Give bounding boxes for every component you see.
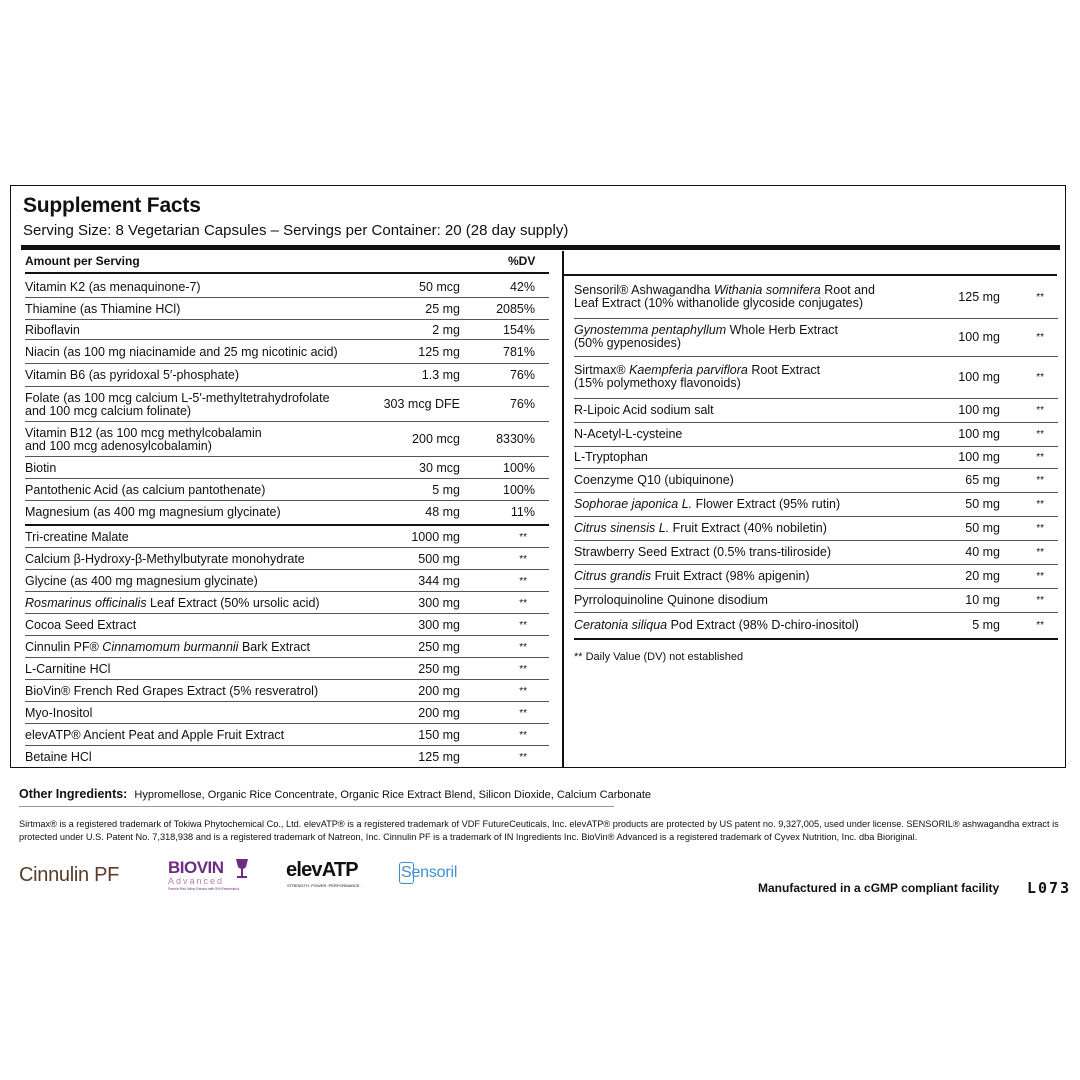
ingredient-amount: 50 mg [965, 520, 1000, 535]
nutrient-row [25, 364, 549, 387]
other-ingredients-label: Other Ingredients: [19, 787, 128, 801]
ingredient-row [574, 564, 1058, 588]
ingredient-amount: 20 mg [965, 568, 1000, 583]
row-name-text: Pyrroloquinoline Quinone disodium [574, 592, 768, 607]
nutrient-row [25, 636, 549, 658]
row-name-text: Niacin (as 100 mg niacinamide and 25 mg nicotinic acid) [25, 344, 338, 359]
cinnulin-logo-text: Cinnulin PF [19, 864, 120, 886]
row-name-line [25, 553, 305, 566]
row-name-line [25, 641, 310, 654]
nutrient-amount: 125 mg [418, 749, 460, 764]
row-name-line [574, 546, 831, 559]
nutrient-dv: 76% [509, 368, 535, 382]
ingredient-amount: 100 mg [958, 426, 1000, 441]
row-name-text: Myo-Inositol [25, 705, 93, 720]
nutrient-name [25, 553, 305, 566]
nutrient-name [25, 575, 258, 588]
biovin-logo-text: BIOVIN [168, 858, 224, 877]
ingredient-row [574, 398, 1058, 422]
other-ingredients-text: Hypromellose, Organic Rice Concentrate, Organic Rice Extract Blend, Silicon Dioxide, Calcium Carbonate [134, 789, 652, 801]
ingredient-name [574, 451, 648, 464]
nutrient-row [25, 387, 549, 422]
nutrient-name [25, 663, 110, 676]
nutrient-row [25, 340, 549, 364]
nutrient-row [25, 570, 549, 592]
row-name-italic: Cinnamomum burmannii [102, 639, 239, 654]
row-name-italic: Citrus sinensis L. [574, 520, 670, 535]
nutrient-name [25, 324, 80, 337]
row-name-text: L-Carnitine HCl [25, 661, 111, 676]
nutrient-amount: 48 mg [425, 504, 460, 519]
biovin-logo [168, 858, 252, 894]
nutrient-row [25, 276, 549, 298]
row-name-line [25, 531, 129, 544]
ingredient-dv: ** [1036, 619, 1044, 631]
nutrient-name [25, 707, 92, 720]
row-name-rest: Fruit Extract (98% apigenin) [651, 568, 810, 583]
row-name-text: Strawberry Seed Extract (0.5% trans-tiliroside) [574, 544, 832, 559]
row-name-line [25, 619, 136, 632]
ingredient-row [574, 540, 1058, 564]
row-name-line [574, 498, 840, 511]
row-name-text: N-Acetyl-L-cysteine [574, 426, 683, 441]
ingredient-row [574, 492, 1058, 516]
ingredient-dv: ** [1036, 404, 1044, 416]
nutrient-row [25, 724, 549, 746]
header-divider [25, 272, 549, 274]
nutrient-dv: ** [519, 751, 527, 763]
row-name-line2: and 100 mcg calcium folinate) [25, 403, 192, 418]
ingredient-dv: ** [1036, 451, 1044, 463]
ingredient-dv: ** [1036, 522, 1044, 534]
nutrient-name [25, 346, 338, 359]
ingredient-amount: 65 mg [965, 472, 1000, 487]
ingredient-name [574, 570, 810, 583]
row-name-line [25, 281, 201, 294]
elevatp-tagline: STRENGTH. POWER. PERFORMANCE. [287, 883, 361, 888]
ingredient-row [574, 422, 1058, 446]
row-name-rest: Root Extract [747, 363, 821, 377]
row-name-line [25, 346, 338, 359]
nutrient-row [25, 614, 549, 636]
row-name-line [25, 575, 258, 588]
nutrient-dv: ** [519, 685, 527, 697]
row-name-italic: Ceratonia siliqua [574, 617, 668, 632]
cinnulin-logo [19, 864, 119, 887]
row-name-line [25, 506, 281, 519]
nutrient-amount: 150 mg [418, 727, 460, 742]
row-name-rest: Leaf Extract (50% ursolic acid) [146, 595, 320, 610]
ingredient-row [574, 468, 1058, 492]
row-name-rest: Fruit Extract (40% nobiletin) [669, 520, 827, 535]
nutrient-dv: 154% [503, 322, 535, 337]
row-name-line [25, 462, 56, 475]
ingredient-name [574, 474, 734, 487]
row-name-line [574, 451, 648, 464]
wine-glass-icon [234, 858, 250, 880]
nutrient-name [25, 685, 318, 698]
row-name-rest: Root and [820, 283, 875, 297]
other-ingredients-underline [19, 806, 614, 807]
row-name-line [25, 685, 318, 698]
nutrient-name [25, 531, 129, 544]
nutrient-dv: 100% [503, 482, 535, 497]
nutrient-amount: 344 mg [418, 573, 460, 588]
nutrient-name [25, 281, 201, 294]
ingredient-row [574, 276, 1058, 318]
nutrient-row [25, 526, 549, 548]
nutrient-dv: ** [519, 531, 527, 543]
row-name-line2: and 100 mcg adenosylcobalamin) [25, 438, 212, 453]
row-name-rest: Whole Herb Extract [726, 323, 838, 337]
ingredient-amount: 125 mg [958, 289, 1000, 304]
nutrient-name [25, 427, 262, 453]
nutrient-row [25, 702, 549, 724]
sensoril-logo-box [399, 862, 414, 884]
nutrient-name [25, 392, 330, 418]
row-name-line [25, 427, 262, 440]
ingredient-name [574, 498, 840, 511]
ingredient-name [574, 619, 859, 632]
row-name-text: BioVin® French Red Grapes Extract (5% resveratrol) [25, 683, 319, 698]
row-name-line [25, 369, 239, 382]
row-separator [574, 638, 1058, 640]
row-name-line [25, 707, 92, 720]
nutrient-amount: 200 mg [418, 705, 460, 720]
row-name-text: Vitamin B12 (as 100 mcg methylcobalamin [25, 425, 262, 440]
elevatp-logo-text: elevATP [286, 859, 358, 881]
ingredient-dv: ** [1036, 371, 1044, 383]
ingredient-name [574, 522, 827, 535]
ingredient-row [574, 516, 1058, 540]
row-name-line [574, 404, 714, 417]
nutrient-amount: 300 mg [418, 617, 460, 632]
ingredient-name [574, 404, 714, 417]
ingredient-amount: 5 mg [972, 617, 1000, 632]
nutrient-amount: 303 mcg DFE [383, 397, 460, 411]
ingredient-name [574, 428, 682, 441]
row-name-rest: Flower Extract (95% rutin) [692, 496, 841, 511]
nutrient-name [25, 369, 239, 382]
nutrient-amount: 125 mg [418, 344, 460, 359]
ingredient-dv: ** [1036, 594, 1044, 606]
row-name-line [25, 597, 320, 610]
ingredient-dv: ** [1036, 331, 1044, 343]
row-name-text: Cocoa Seed Extract [25, 617, 137, 632]
ingredient-name [574, 594, 768, 607]
ingredient-name [574, 324, 838, 350]
ingredient-row [574, 588, 1058, 612]
nutrient-dv: ** [519, 619, 527, 631]
ingredient-row [574, 318, 1058, 356]
row-name-text: Thiamine (as Thiamine HCl) [25, 301, 181, 316]
nutrient-name [25, 751, 92, 764]
row-name-rest: Pod Extract (98% D-chiro-inositol) [667, 617, 859, 632]
nutrient-name [25, 729, 284, 742]
row-name-line [574, 570, 810, 583]
ingredient-amount: 50 mg [965, 496, 1000, 511]
row-name-line [25, 392, 330, 405]
row-name-line [25, 303, 180, 316]
ingredient-name [574, 284, 875, 310]
nutrient-amount: 200 mcg [412, 432, 460, 446]
ingredient-amount: 10 mg [965, 592, 1000, 607]
row-name-text: Calcium β-Hydroxy-β-Methylbutyrate monohydrate [25, 551, 305, 566]
ingredient-dv: ** [1036, 428, 1044, 440]
row-name-italic: Kaempferia parviflora [629, 363, 748, 377]
ingredient-amount: 100 mg [958, 369, 1000, 384]
ingredient-row [574, 446, 1058, 468]
dv-header: %DV [508, 254, 536, 268]
nutrient-amount: 250 mg [418, 639, 460, 654]
row-name-line2: (15% polymethoxy flavonoids) [574, 376, 741, 390]
trademark-notice: Sirtmax® is a registered trademark of Tokiwa Phytochemical Co., Ltd. elevATP® is a registered trademark of VDF FutureCeuticals, Inc. elevATP® products are protected by US patent no. 9,327,005, used under license. SENSORIL® ashwagandha extract is protected under U.S. Patent No. 7,318,938 and is a registered trademark of Natreon, Inc. Cinnulin PF is a trademark of IN Ingredients Inc. BioVin® Advanced is a registered trademark of Cyvex Nutrition, Inc. dba Bioriginal. [19, 819, 1059, 842]
ingredient-amount: 100 mg [958, 449, 1000, 464]
ingredient-amount: 40 mg [965, 544, 1000, 559]
biovin-tagline: French Red Wine Extract with 5% Resveratrol [168, 887, 240, 891]
ingredient-dv: ** [1036, 498, 1044, 510]
nutrient-row [25, 592, 549, 614]
nutrient-dv: ** [519, 641, 527, 653]
row-name-text: Tri-creatine Malate [25, 529, 129, 544]
ingredient-dv: ** [1036, 570, 1044, 582]
column-header [25, 254, 549, 272]
nutrient-dv: 11% [510, 504, 535, 519]
nutrient-name [25, 484, 265, 497]
ingredient-dv: ** [1036, 546, 1044, 558]
ingredient-name [574, 364, 820, 390]
row-name-text: Riboflavin [25, 322, 80, 337]
nutrient-row [25, 457, 549, 479]
ingredient-name [574, 546, 831, 559]
row-name-italic: Sophorae japonica L. [574, 496, 693, 511]
row-name-line [25, 484, 265, 497]
row-name-line [574, 474, 734, 487]
nutrient-amount: 50 mcg [419, 279, 460, 294]
nutrient-amount: 1000 mg [411, 529, 460, 544]
row-name-italic: Citrus grandis [574, 568, 652, 583]
nutrient-dv: ** [519, 729, 527, 741]
nutrient-dv: 76% [509, 397, 535, 411]
nutrient-dv: ** [519, 707, 527, 719]
nutrient-row [25, 680, 549, 702]
row-name-text: Sirtmax® [574, 363, 630, 377]
row-name-italic: Withania somnifera [713, 283, 821, 297]
lot-number: L073 [1027, 879, 1072, 897]
row-name-text: Vitamin K2 (as menaquinone-7) [25, 279, 201, 294]
nutrient-dv: 100% [503, 460, 535, 475]
thick-divider [21, 245, 1060, 250]
nutrient-dv: ** [519, 663, 527, 675]
manufactured-statement: Manufactured in a cGMP compliant facility [758, 881, 1000, 895]
row-name-text: Magnesium (as 400 mg magnesium glycinate) [25, 504, 281, 519]
row-name-text: Biotin [25, 460, 57, 475]
row-name-text: Glycine (as 400 mg magnesium glycinate) [25, 573, 258, 588]
nutrient-row [25, 548, 549, 570]
row-name-text: R-Lipoic Acid sodium salt [574, 402, 714, 417]
nutrient-name [25, 506, 281, 519]
nutrient-row [25, 320, 549, 340]
nutrient-amount: 30 mcg [419, 460, 460, 475]
nutrient-dv: 2085% [496, 301, 535, 316]
panel-title: Supplement Facts [23, 194, 201, 217]
nutrient-dv: 781% [503, 344, 535, 359]
serving-info: Serving Size: 8 Vegetarian Capsules – Servings per Container: 20 (28 day supply) [23, 222, 569, 239]
supplement-facts-panel [10, 185, 1066, 768]
nutrient-row [25, 501, 549, 523]
amount-per-serving-header: Amount per Serving [25, 254, 140, 268]
elevatp-logo [286, 857, 368, 891]
nutrient-dv: ** [519, 553, 527, 565]
ingredient-row [574, 356, 1058, 398]
row-name-line2: (50% gypenosides) [574, 336, 682, 350]
row-name-line [574, 594, 768, 607]
row-name-text: Folate (as 100 mcg calcium L-5′-methyltetrahydrofolate [25, 390, 330, 405]
nutrient-amount: 2 mg [432, 322, 460, 337]
ingredient-amount: 100 mg [958, 329, 1000, 344]
row-name-text: Pantothenic Acid (as calcium pantothenate) [25, 482, 266, 497]
row-name-italic: Rosmarinus officinalis [25, 595, 147, 610]
row-name-text: Vitamin B6 (as pyridoxal 5′-phosphate) [25, 368, 240, 382]
nutrient-amount: 200 mg [418, 683, 460, 698]
nutrient-name [25, 303, 180, 316]
row-name-text: Sensoril® Ashwagandha [574, 283, 714, 297]
sensoril-logo [399, 862, 479, 888]
nutrient-amount: 250 mg [418, 661, 460, 676]
ingredient-row [574, 612, 1058, 638]
row-name-line2: Leaf Extract (10% withanolide glycoside conjugates) [574, 296, 864, 310]
nutrient-name [25, 641, 310, 654]
row-name-text: elevATP® Ancient Peat and Apple Fruit Extract [25, 727, 285, 742]
nutrient-dv: ** [519, 597, 527, 609]
nutrient-row [25, 479, 549, 501]
nutrient-row [25, 422, 549, 457]
nutrient-amount: 25 mg [425, 301, 460, 316]
ingredient-dv: ** [1036, 291, 1044, 303]
row-name-line [574, 522, 827, 535]
nutrient-name [25, 619, 136, 632]
row-name-line [25, 663, 110, 676]
nutrient-amount: 300 mg [418, 595, 460, 610]
row-name-italic: Gynostemma pentaphyllum [574, 323, 727, 337]
nutrient-dv: ** [519, 575, 527, 587]
ingredient-dv: ** [1036, 474, 1044, 486]
row-name-text: Coenzyme Q10 (ubiquinone) [574, 472, 734, 487]
dv-footnote: ** Daily Value (DV) not established [574, 651, 744, 663]
nutrient-amount: 500 mg [418, 551, 460, 566]
biovin-sub-text: Advanced [168, 876, 225, 886]
row-name-text: L-Tryptophan [574, 449, 648, 464]
column-divider [562, 251, 564, 767]
row-name-line [574, 619, 859, 632]
nutrient-name [25, 597, 320, 610]
ingredient-amount: 100 mg [958, 402, 1000, 417]
row-name-text: Betaine HCl [25, 749, 92, 764]
nutrient-row [25, 746, 549, 768]
nutrient-dv: 8330% [496, 432, 535, 446]
sensoril-logo-text: Sensoril [401, 864, 458, 881]
nutrient-amount: 5 mg [432, 482, 460, 497]
nutrient-name [25, 462, 56, 475]
row-name-line [574, 428, 682, 441]
row-name-line [25, 729, 284, 742]
row-name-text: Cinnulin PF® [25, 639, 103, 654]
other-ingredients [19, 787, 651, 801]
nutrient-row [25, 298, 549, 320]
nutrient-row [25, 658, 549, 680]
row-name-line [25, 324, 80, 337]
nutrient-dv: 42% [509, 279, 535, 294]
row-name-rest: Bark Extract [238, 639, 311, 654]
nutrient-amount: 1.3 mg [421, 368, 460, 382]
row-name-line [25, 751, 92, 764]
